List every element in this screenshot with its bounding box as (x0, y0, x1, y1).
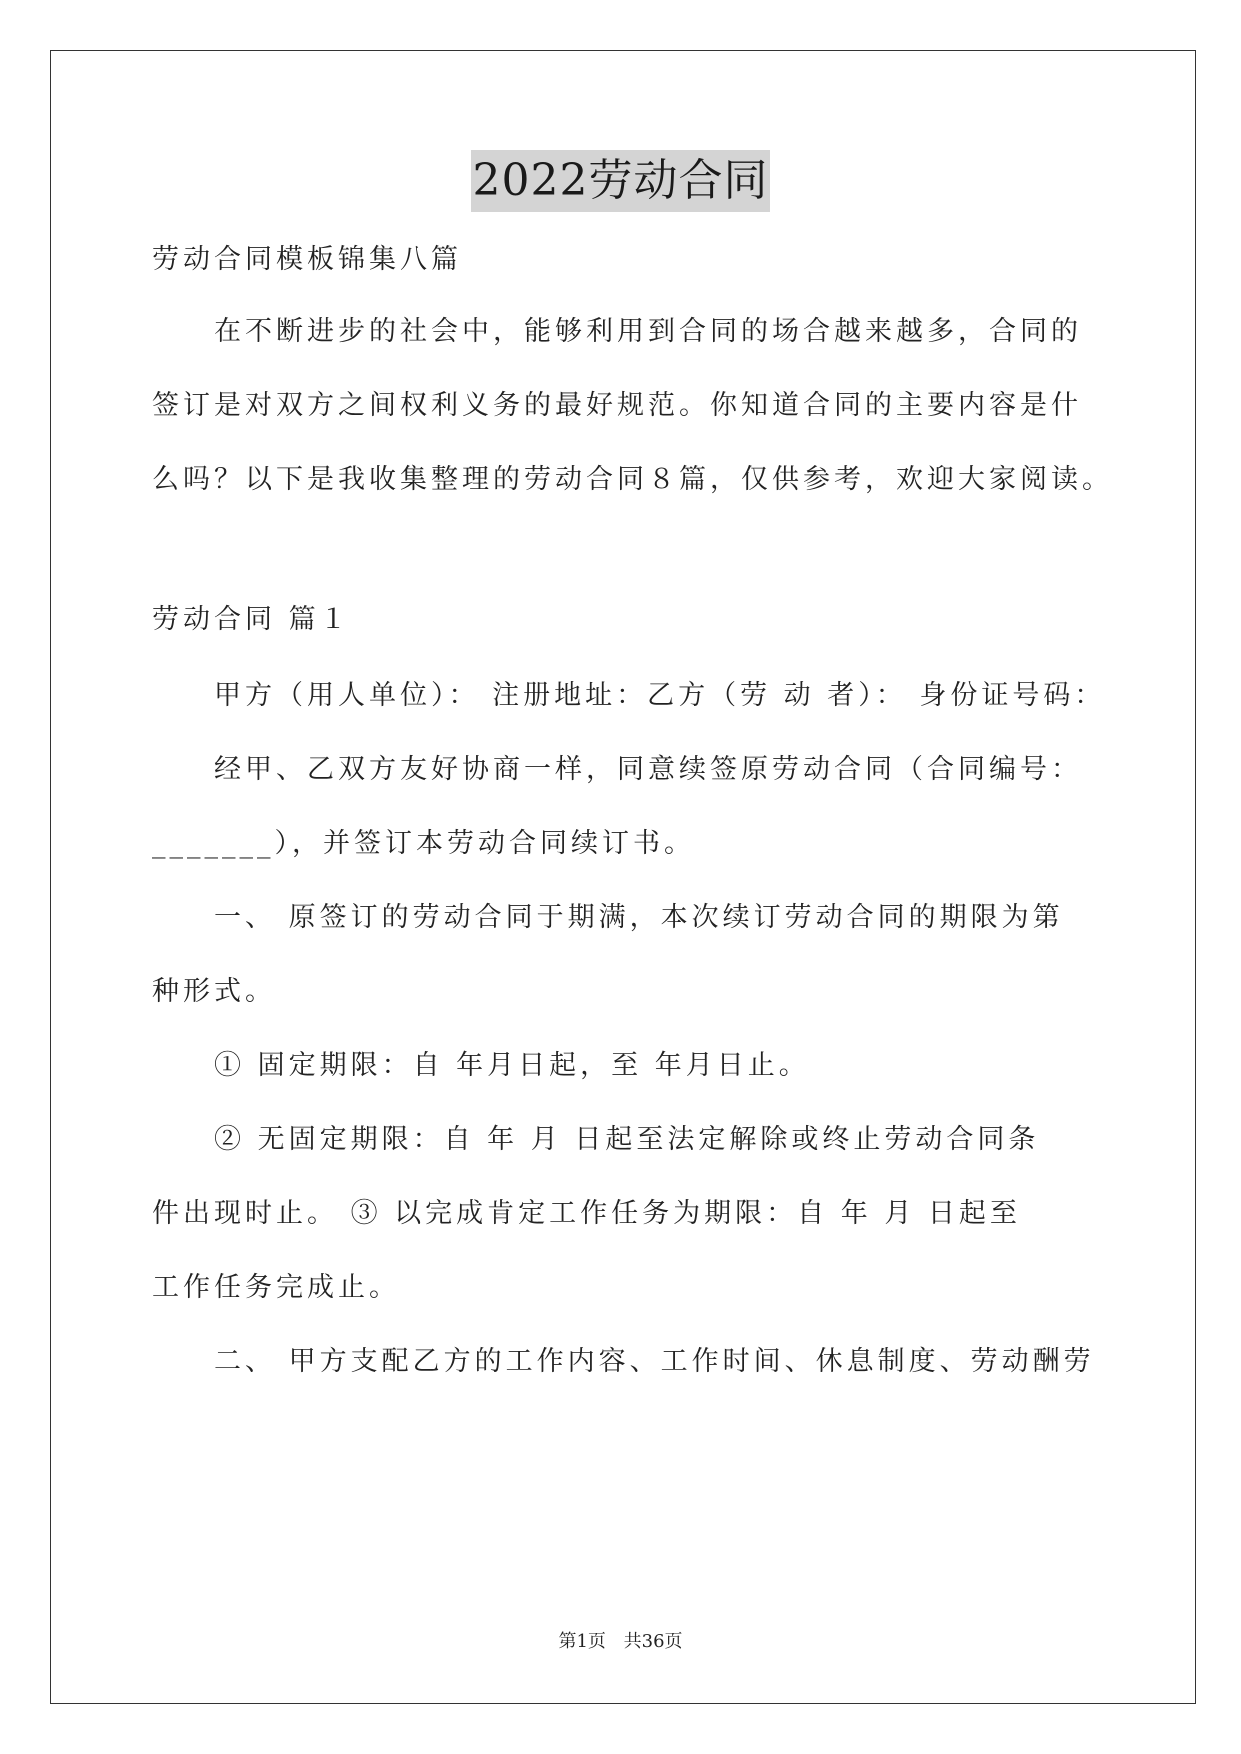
document-title: 2022劳动合同 (471, 150, 771, 212)
page-footer (0, 1630, 1241, 1654)
body-line-10: 二、 甲方支配乙方的工作内容、工作时间、休息制度、劳动酬劳 (214, 1346, 1095, 1377)
page-number: 第1页 (558, 1631, 606, 1652)
section-heading: 劳动合同 篇１ (152, 604, 351, 635)
body-line-6: ① 固定期限：自 年月日起，至 年月日止。 (214, 1050, 810, 1081)
body-line-3: _______），并签订本劳动合同续订书。 (152, 828, 695, 859)
page-frame (50, 50, 1196, 1704)
body-line-4: 一、 原签订的劳动合同于期满，本次续订劳动合同的期限为第 (214, 902, 1064, 933)
body-line-8: 件出现时止。 ③ 以完成肯定工作任务为期限：自 年 月 日起至 (152, 1198, 1021, 1229)
title-wrap (0, 150, 1241, 212)
intro-line-2: 签订是对双方之间权利义务的最好规范。你知道合同的主要内容是什 (152, 390, 1082, 421)
body-line-2: 经甲、乙双方友好协商一样，同意续签原劳动合同（合同编号： (214, 754, 1082, 785)
body-line-1: 甲方（用人单位）： 注册地址：乙方（劳 动 者）： 身份证号码： (214, 680, 1106, 711)
intro-line-3: 么吗？以下是我收集整理的劳动合同８篇，仅供参考，欢迎大家阅读。 (152, 464, 1113, 495)
document-subtitle: 劳动合同模板锦集八篇 (152, 244, 462, 275)
body-line-9: 工作任务完成止。 (152, 1272, 400, 1303)
intro-line-1: 在不断进步的社会中，能够利用到合同的场合越来越多，合同的 (214, 316, 1082, 347)
body-line-7: ② 无固定期限：自 年 月 日起至法定解除或终止劳动合同条 (214, 1124, 1040, 1155)
page-total: 共36页 (623, 1631, 683, 1652)
body-line-5: 种形式。 (152, 976, 276, 1007)
